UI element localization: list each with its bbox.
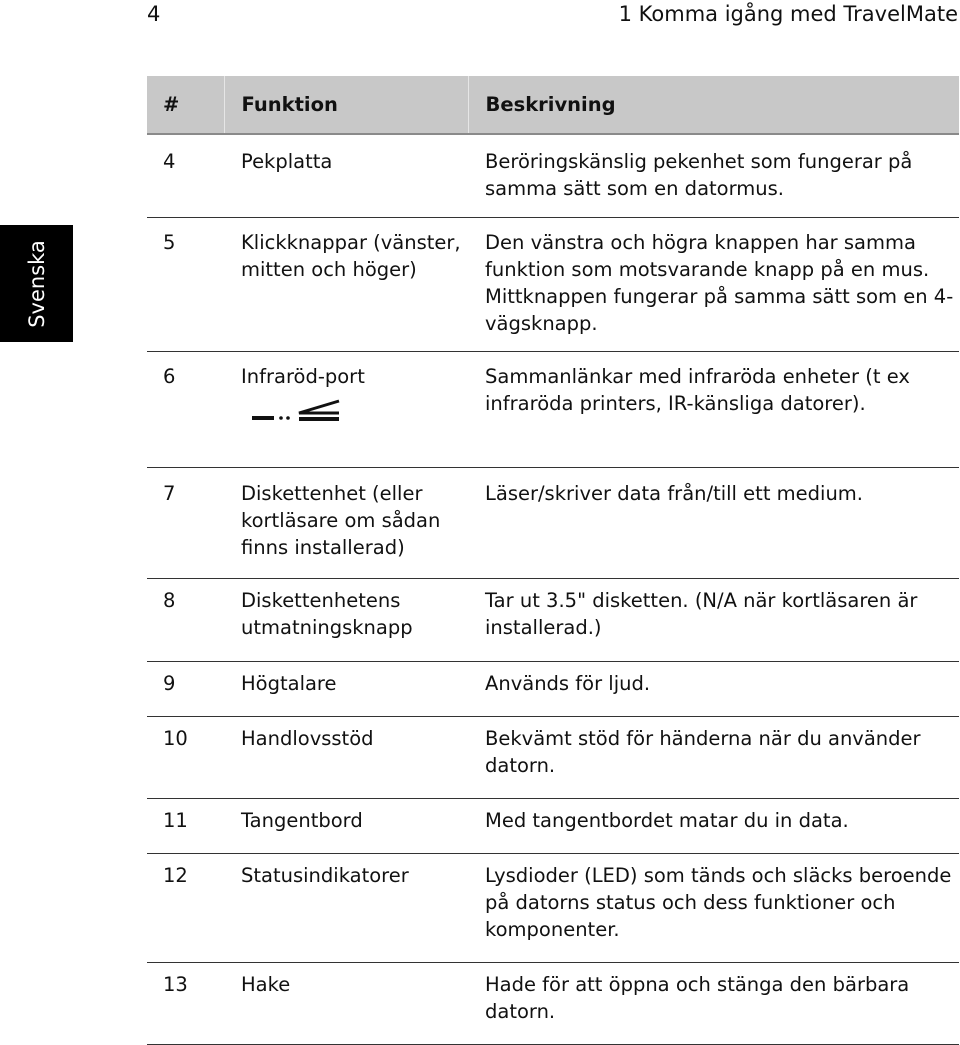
- row-function: Diskettenhet (eller kortläsare om sådan finns installerad): [224, 467, 468, 578]
- row-number: 10: [147, 716, 224, 798]
- table-row: [147, 716, 959, 798]
- table-row: [147, 467, 959, 578]
- page-number: 4: [147, 2, 161, 26]
- row-description: Tar ut 3.5" disketten. (N/A när kortläsaren är installerad.): [468, 578, 959, 661]
- row-number: 7: [147, 467, 224, 578]
- row-description: Hade för att öppna och stänga den bärbara datorn.: [468, 962, 959, 1044]
- table-row: [147, 853, 959, 962]
- infrared-port-icon: [251, 398, 343, 424]
- table-row: [147, 962, 959, 1044]
- row-description: Sammanlänkar med infraröda enheter (t ex infraröda printers, IR-känsliga datorer).: [468, 351, 959, 467]
- table-row: [147, 351, 959, 467]
- row-number: 4: [147, 134, 224, 217]
- row-function: Tangentbord: [224, 798, 468, 853]
- table-row: [147, 798, 959, 853]
- row-function-cell: [224, 351, 468, 467]
- row-function: Diskettenhetens utmatningsknapp: [224, 578, 468, 661]
- row-number: 11: [147, 798, 224, 853]
- row-description: Används för ljud.: [468, 661, 959, 716]
- language-label: Svenska: [24, 239, 49, 328]
- table-header-row: [147, 76, 959, 134]
- features-table: [147, 76, 959, 1045]
- row-function: Pekplatta: [224, 134, 468, 217]
- column-header-number: #: [147, 76, 224, 134]
- row-function: Klickknappar (vänster, mitten och höger): [224, 217, 468, 351]
- table-row: [147, 217, 959, 351]
- row-description: Beröringskänslig pekenhet som fungerar på samma sätt som en datormus.: [468, 134, 959, 217]
- table-row: [147, 134, 959, 217]
- row-description: Bekvämt stöd för händerna när du använder datorn.: [468, 716, 959, 798]
- row-number: 9: [147, 661, 224, 716]
- table-row: [147, 578, 959, 661]
- row-number: 8: [147, 578, 224, 661]
- row-function: Infraröd-port: [241, 364, 365, 388]
- row-number: 6: [147, 351, 224, 467]
- row-function: Handlovsstöd: [224, 716, 468, 798]
- row-function: Högtalare: [224, 661, 468, 716]
- row-number: 13: [147, 962, 224, 1044]
- row-function: Statusindikatorer: [224, 853, 468, 962]
- row-description: Med tangentbordet matar du in data.: [468, 798, 959, 853]
- row-number: 12: [147, 853, 224, 962]
- language-side-tab: [0, 225, 73, 342]
- row-description: Läser/skriver data från/till ett medium.: [468, 467, 959, 578]
- table-row: [147, 661, 959, 716]
- row-description: Lysdioder (LED) som tänds och släcks beroende på datorns status och dess funktioner och komponenter.: [468, 853, 959, 962]
- row-description: Den vänstra och högra knappen har samma funktion som motsvarande knapp på en mus. Mittknappen fungerar på samma sätt som en 4-vägsknapp.: [468, 217, 959, 351]
- row-function: Hake: [224, 962, 468, 1044]
- chapter-title: 1 Komma igång med TravelMate: [618, 2, 958, 26]
- column-header-description: Beskrivning: [468, 76, 959, 134]
- row-number: 5: [147, 217, 224, 351]
- column-header-function: Funktion: [224, 76, 468, 134]
